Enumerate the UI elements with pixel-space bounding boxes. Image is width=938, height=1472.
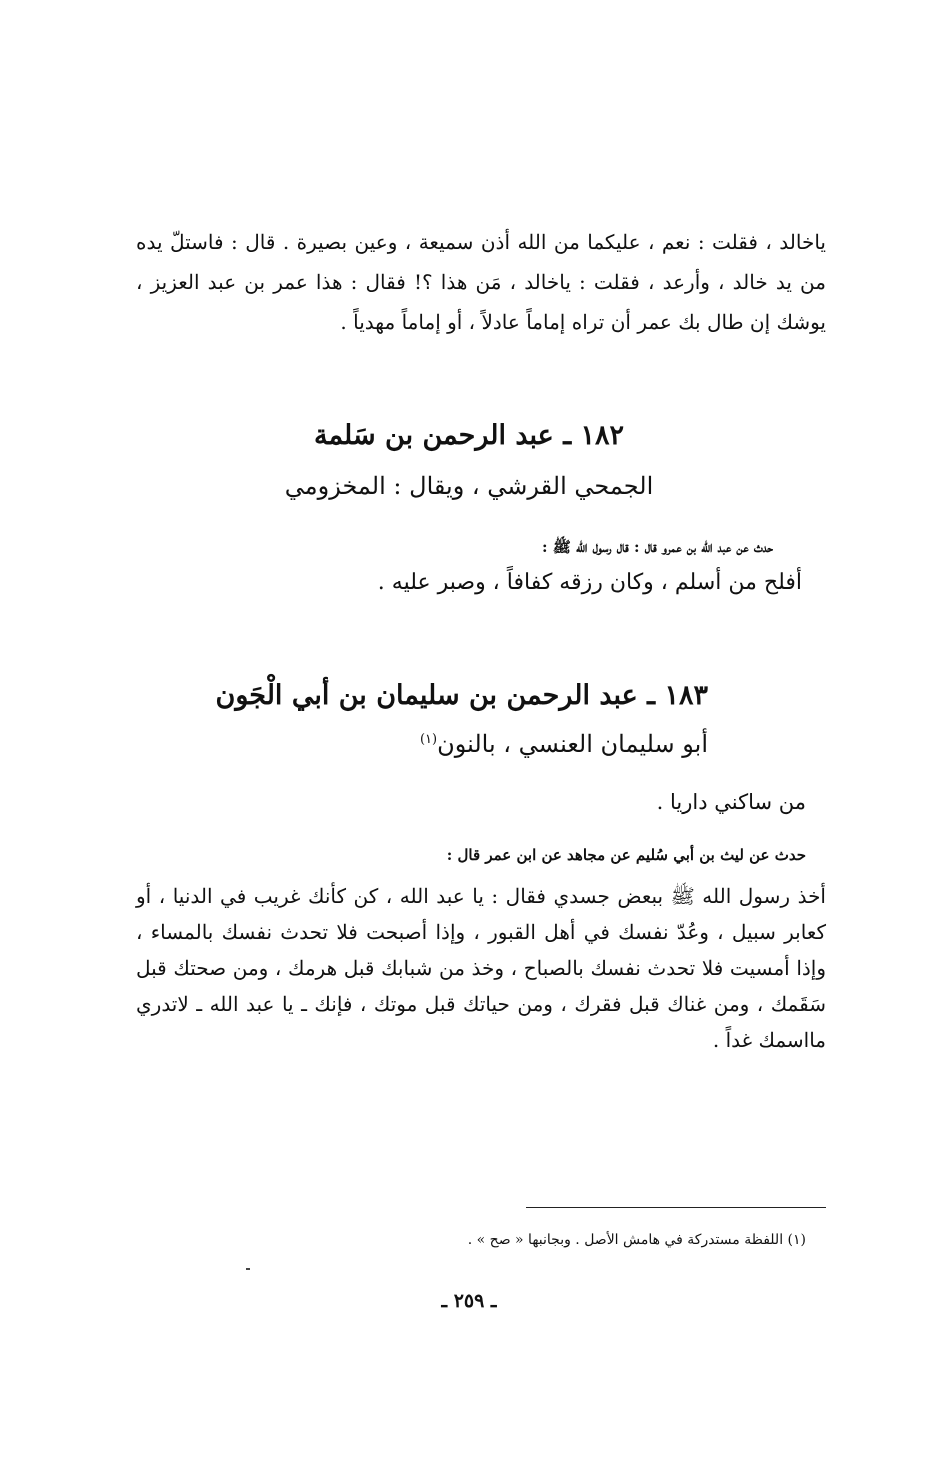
footnote-marker: (١)	[419, 732, 438, 747]
page-number: ـ ٢٥٩ ـ	[441, 1290, 497, 1312]
continuation-paragraph: ياخالد ، فقلت : نعم ، عليكما من الله أذن سميعة ، وعين بصيرة . قال : فاستلّ يده من يد خالد ، وأرعد ، فقلت : ياخالد ، مَن هذا ؟! فقال : هذا عمر بن عبد العزيز ، يوشك إن طال بك عمر أن تراه إماماً عادلاً ، أو إماماً مهدياً .	[136, 230, 826, 334]
entry-183-subheading-text: أبو سليمان العنسي ، بالنون	[437, 730, 708, 758]
footnote: (١) اللفظة مستدركة في هامش الأصل . وبجانبها « صح » .	[467, 1232, 806, 1248]
entry-182-hadith-text: أفلح من أسلم ، وكان رزقه كفافاً ، وصبر عليه .	[377, 570, 802, 595]
scan-speck	[246, 1268, 250, 1270]
entry-183-heading: ١٨٣ ـ عبد الرحمن بن سليمان بن أبي الْجَون	[215, 680, 708, 711]
entry-183-isnad: حدث عن ليث بن أبي سُليم عن مجاهد عن ابن عمر قال :	[446, 846, 806, 864]
footnote-divider	[526, 1207, 826, 1208]
entry-183-subheading	[420, 730, 708, 758]
entry-183-provenance: من ساكني داريا .	[656, 790, 806, 814]
entry-182-subheading: الجمحي القرشي ، ويقال : المخزومي	[284, 472, 654, 500]
entry-183-hadith-text: أخذ رسول الله ﷺ ببعض جسدي فقال : يا عبد الله ، كن كأنك غريب في الدنيا ، أو كعابر سبيل ، وعُدّ نفسك في أهل القبور ، وإذا أصبحت فلا تحدث نفسك بالمساء ، وإذا أمسيت فلا تحدث نفسك بالصباح ، وخذ من شبابك قبل هرمك ، ومن صحتك قبل سَقَمك ، ومن غناك قبل فقرك ، ومن حياتك قبل موتك ، فإنك ـ يا عبد الله ـ لاتدري مااسمك غداً .	[136, 884, 826, 1052]
entry-182-heading: ١٨٢ ـ عبد الرحمن بن سَلمة	[313, 420, 625, 451]
entry-182-isnad: حدث عن عبد الله بن عمرو قال : قال رسول الله ﷺ :	[542, 538, 773, 556]
